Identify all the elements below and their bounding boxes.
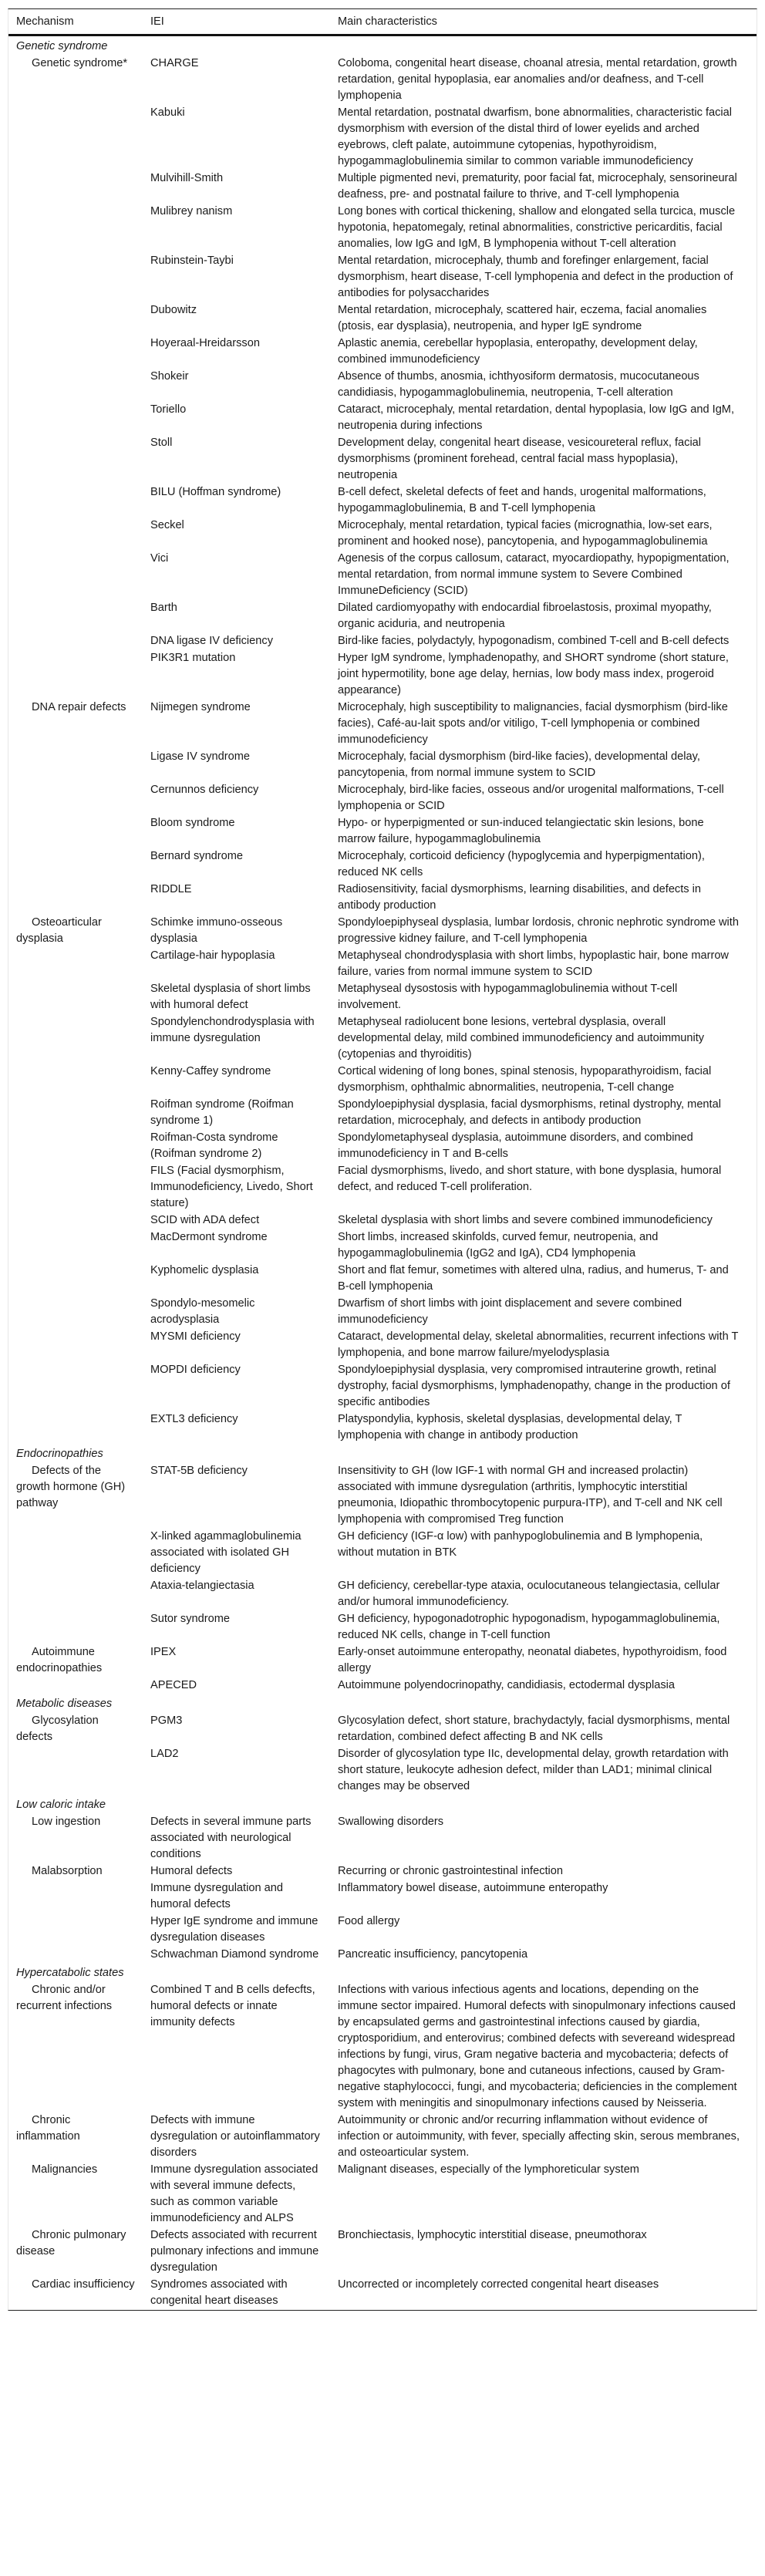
header-iei: IEI [143, 9, 330, 35]
table-row [8, 882, 757, 915]
mechanism-cell [8, 1163, 143, 1212]
mechanism-cell [8, 1362, 143, 1411]
characteristics-cell: Dwarfism of short limbs with joint displacement and severe combined immunodeficiency [338, 1297, 682, 1326]
iei-cell: IPEX [150, 1646, 177, 1658]
mechanism-cell [8, 1097, 143, 1130]
table-row [8, 1677, 757, 1694]
characteristics-cell: Cataract, microcephaly, mental retardation, dental hypoplasia, low IgG and IgM, neutropenia during infections [338, 403, 735, 432]
iei-cell: Immune dysregulation and humoral defects [150, 1882, 283, 1910]
mechanism-cell [8, 1746, 143, 1795]
table-row [8, 1713, 757, 1746]
characteristics-cell: Glycosylation defect, short stature, brachydactyly, facial dysmorphisms, mental retardation, combined defect affecting B and NK cells [338, 1715, 730, 1743]
iei-cell: Toriello [150, 403, 187, 416]
characteristics-cell: Metaphyseal dysostosis with hypogammaglobulinemia without T-cell involvement. [338, 983, 678, 1011]
table-row [8, 1746, 757, 1795]
characteristics-cell: Microcephaly, corticoid deficiency (hypoglycemia and hyperpigmentation), reduced NK cells [338, 850, 705, 878]
table-row [8, 948, 757, 981]
iei-cell: Immune dysregulation associated with several immune defects, such as common variable immunodeficiency and ALPS [150, 2163, 318, 2224]
iei-cell: Defects in several immune parts associated with neurological conditions [150, 1816, 312, 1860]
characteristics-cell: Coloboma, congenital heart disease, choanal atresia, mental retardation, growth retardation, genital hypoplasia, ear anomalies and/or deafness, and T-cell lymphopenia [338, 57, 737, 102]
characteristics-cell: Inflammatory bowel disease, autoimmune enteropathy [338, 1882, 608, 1894]
iei-cell: LAD2 [150, 1748, 179, 1760]
characteristics-cell: Pancreatic insufficiency, pancytopenia [338, 1948, 528, 1961]
mechanism-cell [8, 1880, 143, 1913]
characteristics-cell: Short limbs, increased skinfolds, curved femur, neutropenia, and hypogammaglobulinemia (IgG2 and IgA), CD4 lymphopenia [338, 1231, 659, 1259]
iei-cell: Spondylenchondrodysplasia with immune dysregulation [150, 1016, 315, 1044]
characteristics-cell: Microcephaly, facial dysmorphism (bird-like facies), developmental delay, pancytopenia, from normal immune system to SCID [338, 750, 700, 779]
iei-cell: Rubinstein-Taybi [150, 255, 234, 267]
characteristics-cell: GH deficiency (IGF-α low) with panhypoglobulinemia and B lymphopenia, without mutation in BTK [338, 1530, 703, 1559]
table-row [8, 1982, 757, 2112]
table-row [8, 1229, 757, 1263]
mechanism-cell [8, 1212, 143, 1229]
mechanism-cell: Glycosylation defects [16, 1715, 99, 1743]
iei-cell: PIK3R1 mutation [150, 652, 236, 664]
mechanism-cell [8, 1578, 143, 1611]
mechanism-cell: Autoimmune endocrinopathies [16, 1646, 103, 1674]
table-header [8, 9, 757, 35]
mechanism-cell [8, 981, 143, 1014]
iei-cell: Combined T and B cells defecfts, humoral defects or innate immunity defects [150, 1984, 315, 2028]
characteristics-cell: Bird-like facies, polydactyly, hypogonadism, combined T-cell and B-cell defects [338, 635, 730, 647]
characteristics-cell: Autoimmune polyendocrinopathy, candidiasis, ectodermal dysplasia [338, 1679, 675, 1691]
iei-cell: Roifman syndrome (Roifman syndrome 1) [150, 1098, 294, 1127]
characteristics-cell: Insensitivity to GH (low IGF-1 with normal GH and increased prolactin) associated with immune dysregulation (arthritis, lymphocytic interstitial pneumonia, Idiopathic thrombocytopenic purpura-ITP), and T-cell and NK cell lymphopenia with compromised Treg function [338, 1465, 723, 1526]
characteristics-cell: Spondylometaphyseal dysplasia, autoimmune disorders, and combined immunodeficiency in T and B-cells [338, 1131, 693, 1160]
characteristics-cell: Facial dysmorphisms, livedo, and short stature, with bone dysplasia, humoral defect, and reduced T-cell proliferation. [338, 1165, 722, 1193]
table-row [8, 1329, 757, 1362]
iei-cell: X-linked agammaglobulinemia associated with isolated GH deficiency [150, 1530, 302, 1575]
characteristics-cell: Uncorrected or incompletely corrected congenital heart diseases [338, 2278, 659, 2291]
mechanism-cell [8, 1947, 143, 1964]
iei-cell: APECED [150, 1679, 197, 1691]
table-row [8, 1947, 757, 1964]
iei-cell: Hyper IgE syndrome and immune dysregulation diseases [150, 1915, 318, 1944]
iei-cell: EXTL3 deficiency [150, 1413, 238, 1425]
iei-cell: Kabuki [150, 106, 185, 119]
characteristics-cell: Development delay, congenital heart disease, vesicoureteral reflux, facial dysmorphisms (prominent forehead, central facial mass hypoplasia), neutropenia [338, 437, 702, 481]
iei-cell: SCID with ADA defect [150, 1214, 260, 1226]
characteristics-cell: Long bones with cortical thickening, shallow and elongated sella turcica, muscle hypotonia, hepatomegaly, retinal abnormalities, constrictive pericarditis, facial anomalies, low IgG and IgM, B lymphopenia without T-cell alteration [338, 205, 736, 250]
characteristics-cell: Aplastic anemia, cerebellar hypoplasia, enteropathy, development delay, combined immunodeficiency [338, 337, 698, 366]
mechanism-cell [8, 600, 143, 633]
table-row [8, 204, 757, 253]
iei-table-container [8, 8, 757, 2311]
mechanism-cell [8, 302, 143, 335]
mechanism-cell: Low ingestion [32, 1816, 101, 1828]
iei-cell: Syndromes associated with congenital heart diseases [150, 2278, 288, 2307]
iei-cell: CHARGE [150, 57, 199, 69]
table-row [8, 335, 757, 369]
characteristics-cell: Absence of thumbs, anosmia, ichthyosiform dermatosis, mucocutaneous candidiasis, hypogammaglobulinemia, neutropenia, T-cell alteration [338, 370, 699, 399]
table-row [8, 749, 757, 782]
iei-cell: Cartilage-hair hypoplasia [150, 949, 275, 962]
iei-cell: Humoral defects [150, 1865, 233, 1877]
table-row [8, 1263, 757, 1296]
iei-cell: Hoyeraal-Hreidarsson [150, 337, 260, 349]
mechanism-cell [8, 369, 143, 402]
characteristics-cell: Spondyloepiphyseal dysplasia, lumbar lordosis, chronic nephrotic syndrome with progressive kidney failure, and T-cell lymphopenia [338, 916, 739, 945]
iei-cell: STAT-5B deficiency [150, 1465, 248, 1477]
table-row [8, 1529, 757, 1578]
mechanism-cell [8, 1529, 143, 1578]
characteristics-cell: Dilated cardiomyopathy with endocardial fibroelastosis, proximal myopathy, organic aciduria, and neutropenia [338, 602, 712, 630]
iei-cell: BILU (Hoffman syndrome) [150, 486, 281, 498]
characteristics-cell: Skeletal dysplasia with short limbs and severe combined immunodeficiency [338, 1214, 713, 1226]
iei-cell: Spondylo-mesomelic acrodysplasia [150, 1297, 255, 1326]
table-row [8, 1578, 757, 1611]
table-row [8, 2227, 757, 2277]
iei-cell: Kenny-Caffey syndrome [150, 1065, 271, 1077]
characteristics-cell: Metaphyseal radiolucent bone lesions, vertebral dysplasia, overall developmental delay, mild combined immunodeficiency and autoimmunity (cytopenias and thyroiditis) [338, 1016, 705, 1060]
characteristics-cell: Infections with various infectious agents and locations, depending on the immune sector impaired. Humoral defects with sinopulmonary infections caused by encapsulated germs and gastrointestinal infections caused by giardia, cryptosporidium, and enterovirus; combined defects with severeand widespread infections by fungi, virus, Gram negative bacteria and mycobacteria; defects of phagocytes with pulmonary, bone and cutaneous infections, caused by Gram-negative staphylococci, fungi, and mycobacteria; deficiencies in the complement system with meningitis and sinopulmonary infections caused by Neisseria. [338, 1984, 737, 2109]
iei-cell: Barth [150, 602, 177, 614]
table-row [8, 1097, 757, 1130]
section-heading: Low caloric intake [16, 1799, 106, 1811]
table-row [8, 700, 757, 749]
iei-cell: Sutor syndrome [150, 1613, 231, 1625]
table-row [8, 2112, 757, 2162]
mechanism-cell [8, 1263, 143, 1296]
characteristics-cell: Cortical widening of long bones, spinal stenosis, hypoparathyroidism, facial dysmorphism, ophthalmic abnormalities, neutropenia, T-cell change [338, 1065, 712, 1094]
characteristics-cell: Microcephaly, mental retardation, typical facies (micrognathia, low-set ears, prominent and hooked nose), pancytopenia, and hypogammaglobulinemia [338, 519, 713, 548]
table-row [8, 1611, 757, 1644]
table-row [8, 650, 757, 700]
characteristics-cell: GH deficiency, cerebellar-type ataxia, oculocutaneous telangiectasia, cellular and/or humoral immunodeficiency. [338, 1580, 720, 1608]
mechanism-cell: Malignancies [32, 2163, 98, 2176]
mechanism-cell: Chronic pulmonary disease [16, 2229, 126, 2257]
characteristics-cell: Swallowing disorders [338, 1816, 444, 1828]
table-row [8, 1014, 757, 1064]
characteristics-cell: Microcephaly, bird-like facies, osseous and/or urogenital malformations, T-cell lymphopenia or SCID [338, 784, 724, 812]
table-row [8, 848, 757, 882]
table-row [8, 600, 757, 633]
iei-cell: Nijmegen syndrome [150, 701, 251, 713]
mechanism-cell [8, 782, 143, 815]
iei-cell: Defects associated with recurrent pulmonary infections and immune dysregulation [150, 2229, 319, 2274]
table-row [8, 1644, 757, 1677]
table-row [8, 2277, 757, 2310]
mechanism-cell [8, 1296, 143, 1329]
table-row [8, 551, 757, 600]
mechanism-cell [8, 948, 143, 981]
table-row [8, 633, 757, 650]
characteristics-cell: Radiosensitivity, facial dysmorphisms, learning disabilities, and defects in antibody production [338, 883, 701, 912]
characteristics-cell: Mental retardation, microcephaly, scattered hair, eczema, facial anomalies (ptosis, ear dysplasia), neutropenia, and hyper IgE syndrome [338, 304, 707, 332]
table-row [8, 1913, 757, 1947]
iei-cell: Schwachman Diamond syndrome [150, 1948, 319, 1961]
header-mechanism: Mechanism [8, 9, 143, 35]
iei-cell: Vici [150, 552, 169, 565]
table-row [8, 105, 757, 170]
characteristics-cell: Agenesis of the corpus callosum, cataract, myocardiopathy, hypopigmentation, mental retardation, from normal immune system to Severe Combined ImmuneDeficiency (SCID) [338, 552, 730, 597]
mechanism-cell [8, 204, 143, 253]
section-row [8, 1445, 757, 1463]
characteristics-cell: Multiple pigmented nevi, prematurity, poor facial fat, microcephaly, sensorineural deafness, pre- and postnatal failure to thrive, and T-cell lymphopenia [338, 172, 737, 201]
iei-cell: Bloom syndrome [150, 817, 235, 829]
section-heading: Endocrinopathies [16, 1448, 103, 1460]
mechanism-cell [8, 1064, 143, 1097]
mechanism-cell: Malabsorption [32, 1865, 103, 1877]
mechanism-cell [8, 1611, 143, 1644]
mechanism-cell [8, 882, 143, 915]
mechanism-cell [8, 1329, 143, 1362]
characteristics-cell: Spondyloepiphysial dysplasia, very compromised intrauterine growth, retinal dystrophy, facial dysmorphisms, lymphadenopathy, change in the production of specific antibodies [338, 1364, 730, 1408]
table-row [8, 56, 757, 105]
iei-cell: Ligase IV syndrome [150, 750, 250, 763]
iei-cell: Cernunnos deficiency [150, 784, 259, 796]
mechanism-cell [8, 518, 143, 551]
mechanism-cell [8, 815, 143, 848]
mechanism-cell [8, 435, 143, 484]
section-heading: Metabolic diseases [16, 1698, 113, 1710]
mechanism-cell [8, 633, 143, 650]
mechanism-cell [8, 253, 143, 302]
table-row [8, 981, 757, 1014]
table-row [8, 484, 757, 518]
mechanism-cell: DNA repair defects [32, 701, 126, 713]
mechanism-cell [8, 402, 143, 435]
iei-cell: Bernard syndrome [150, 850, 244, 862]
characteristics-cell: Autoimmunity or chronic and/or recurring inflammation without evidence of infection or autoimmunity, with fever, specially affecting skin, serous membranes, and osteoarticular system. [338, 2114, 740, 2159]
table-row [8, 1411, 757, 1445]
iei-cell: MacDermont syndrome [150, 1231, 268, 1243]
table-row [8, 369, 757, 402]
characteristics-cell: Recurring or chronic gastrointestinal infection [338, 1865, 564, 1877]
iei-cell: RIDDLE [150, 883, 192, 895]
table-row [8, 1362, 757, 1411]
iei-cell: Ataxia-telangiectasia [150, 1580, 254, 1592]
mechanism-cell [8, 484, 143, 518]
table-row [8, 170, 757, 204]
mechanism-cell [8, 1014, 143, 1064]
mechanism-cell [8, 335, 143, 369]
characteristics-cell: Spondyloepiphysial dysplasia, facial dysmorphisms, retinal dystrophy, mental retardation, microcephaly, and defects in antibody production [338, 1098, 721, 1127]
iei-cell: Roifman-Costa syndrome (Roifman syndrome 2) [150, 1131, 278, 1160]
characteristics-cell: B-cell defect, skeletal defects of feet and hands, urogenital malformations, hypogammaglobulinemia, B and T-cell lymphopenia [338, 486, 706, 514]
iei-cell: Mulibrey nanism [150, 205, 233, 217]
iei-cell: Stoll [150, 437, 173, 449]
table-row [8, 518, 757, 551]
table-row [8, 1863, 757, 1880]
table-body [8, 35, 757, 2311]
mechanism-cell: Osteoarticular dysplasia [16, 916, 102, 945]
mechanism-cell: Cardiac insufficiency [32, 2278, 135, 2291]
characteristics-cell: Short and flat femur, sometimes with altered ulna, radius, and humerus, T- and B-cell lymphopenia [338, 1264, 729, 1293]
iei-cell: PGM3 [150, 1715, 183, 1727]
characteristics-cell: Hyper IgM syndrome, lymphadenopathy, and SHORT syndrome (short stature, joint hypermotility, bone age delay, hernias, low body mass index, progeroid appearance) [338, 652, 729, 696]
table-row [8, 1212, 757, 1229]
section-heading: Genetic syndrome [16, 40, 108, 52]
characteristics-cell: Cataract, developmental delay, skeletal abnormalities, recurrent infections with T lymphopenia, and bone marrow failure/myelodysplasia [338, 1330, 739, 1359]
table-row [8, 1814, 757, 1863]
characteristics-cell: Platyspondylia, kyphosis, skeletal dysplasias, developmental delay, T lymphopenia with change in antibody production [338, 1413, 682, 1441]
table-row [8, 2162, 757, 2227]
iei-cell: Kyphomelic dysplasia [150, 1264, 259, 1276]
characteristics-cell: Microcephaly, high susceptibility to malignancies, facial dysmorphism (bird-like facies), Café-au-lait spots and/or vitiligo, T-cell lymphopenia or combined immunodeficiency [338, 701, 728, 746]
table-row [8, 1163, 757, 1212]
iei-cell: DNA ligase IV deficiency [150, 635, 273, 647]
table-row [8, 915, 757, 948]
mechanism-cell: Defects of the growth hormone (GH) pathway [16, 1465, 126, 1509]
iei-cell: Defects with immune dysregulation or autoinflammatory disorders [150, 2114, 320, 2159]
iei-table [8, 9, 757, 2310]
mechanism-cell [8, 1130, 143, 1163]
mechanism-cell [8, 650, 143, 700]
table-row [8, 435, 757, 484]
iei-cell: Mulvihill-Smith [150, 172, 224, 184]
table-row [8, 253, 757, 302]
characteristics-cell: Food allergy [338, 1915, 400, 1927]
characteristics-cell: Bronchiectasis, lymphocytic interstitial disease, pneumothorax [338, 2229, 647, 2241]
iei-cell: MYSMI deficiency [150, 1330, 241, 1343]
section-row [8, 1795, 757, 1814]
mechanism-cell [8, 1913, 143, 1947]
characteristics-cell: GH deficiency, hypogonadotrophic hypogonadism, hypogammaglobulinemia, reduced NK cells, change in T-cell function [338, 1613, 720, 1641]
mechanism-cell: Chronic and/or recurrent infections [16, 1984, 113, 2012]
iei-cell: Dubowitz [150, 304, 197, 316]
mechanism-cell [8, 1229, 143, 1263]
table-row [8, 782, 757, 815]
mechanism-cell [8, 105, 143, 170]
characteristics-cell: Early-onset autoimmune enteropathy, neonatal diabetes, hypothyroidism, food allergy [338, 1646, 727, 1674]
characteristics-cell: Mental retardation, postnatal dwarfism, bone abnormalities, characteristic facial dysmorphism with eversion of the distal third of lower eyelids and arched eyebrows, cleft palate, autoimmune cytopenias, hypothyroidism, hypogammaglobulinemia similar to common variable immunodeficiency [338, 106, 733, 167]
table-row [8, 402, 757, 435]
table-row [8, 1296, 757, 1329]
mechanism-cell [8, 170, 143, 204]
section-row [8, 1964, 757, 1982]
table-row [8, 1130, 757, 1163]
header-row [8, 9, 757, 35]
mechanism-cell: Genetic syndrome* [32, 57, 128, 69]
section-row [8, 1694, 757, 1713]
section-heading: Hypercatabolic states [16, 1967, 124, 1979]
table-row [8, 1463, 757, 1529]
iei-cell: Seckel [150, 519, 184, 531]
iei-cell: MOPDI deficiency [150, 1364, 241, 1376]
table-row [8, 815, 757, 848]
table-row [8, 1064, 757, 1097]
iei-cell: FILS (Facial dysmorphism, Immunodeficiency, Livedo, Short stature) [150, 1165, 313, 1209]
mechanism-cell [8, 1411, 143, 1445]
iei-cell: Schimke immuno-osseous dysplasia [150, 916, 283, 945]
characteristics-cell: Mental retardation, microcephaly, thumb and forefinger enlargement, facial dysmorphism, heart disease, T-cell lymphopenia and defect in the production of antibodies for polysaccharides [338, 255, 733, 299]
characteristics-cell: Hypo- or hyperpigmented or sun-induced telangiectatic skin lesions, bone marrow failure, hypogammaglobulinemia [338, 817, 704, 845]
table-row [8, 1880, 757, 1913]
characteristics-cell: Malignant diseases, especially of the lymphoreticular system [338, 2163, 639, 2176]
iei-cell: Shokeir [150, 370, 189, 383]
mechanism-cell [8, 1677, 143, 1694]
mechanism-cell: Chronic inflammation [16, 2114, 80, 2143]
characteristics-cell: Metaphyseal chondrodysplasia with short limbs, hypoplastic hair, bone marrow failure, varies from normal immune system to SCID [338, 949, 729, 978]
table-row [8, 302, 757, 335]
mechanism-cell [8, 551, 143, 600]
section-row [8, 35, 757, 56]
header-main-characteristics: Main characteristics [330, 9, 757, 35]
characteristics-cell: Disorder of glycosylation type IIc, developmental delay, growth retardation with short stature, leukocyte adhesion defect, milder than LAD1; minimal clinical changes may be observed [338, 1748, 729, 1792]
mechanism-cell [8, 848, 143, 882]
iei-cell: Skeletal dysplasia of short limbs with humoral defect [150, 983, 311, 1011]
mechanism-cell [8, 749, 143, 782]
